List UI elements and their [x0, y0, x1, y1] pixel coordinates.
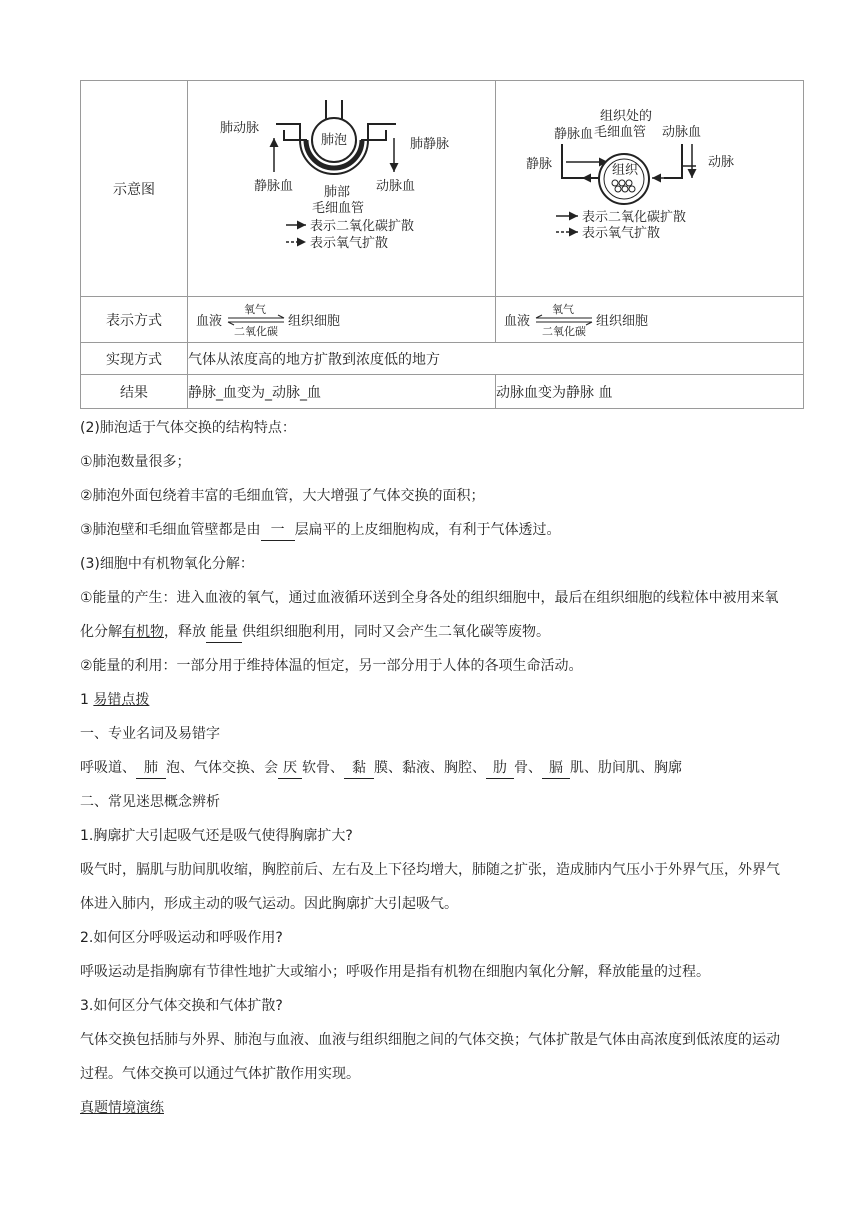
- subheading: 二、常见迷思概念辨析: [80, 794, 220, 810]
- tissue-diagram-cell: [496, 81, 804, 297]
- label-pulmonary-artery: 肺动脉: [220, 120, 260, 136]
- label-capillary-line2: 毛细血管: [312, 200, 365, 216]
- row-label-diagram: 示意图: [81, 81, 188, 297]
- paragraph: ①肺泡数量很多；: [80, 454, 191, 470]
- lung-diagram-cell: [188, 81, 496, 297]
- label-pulmonary-vein: 肺静脉: [410, 136, 450, 152]
- lung-equation: [188, 300, 388, 340]
- equation-top: 氧气: [244, 302, 266, 316]
- tissue-equation-cell: [496, 297, 804, 343]
- equation-left: 血液: [196, 313, 223, 329]
- equation-right: 组织细胞: [288, 313, 341, 329]
- paragraph: (3)细胞中有机物氧化分解：: [80, 556, 254, 572]
- legend-co2: 表示二氧化碳扩散: [310, 218, 415, 234]
- paragraph: 气体交换包括肺与外界、肺泡与血液、血液与组织细胞之间的气体交换；气体扩散是气体由高浓度到低浓度的运动: [80, 1032, 780, 1048]
- paragraph: ③肺泡壁和毛细血管壁都是由 一 层扁平的上皮细胞构成，有利于气体透过。: [80, 520, 804, 541]
- label-tissue-capillary-line2: 毛细血管: [594, 124, 647, 140]
- paragraph: (2)肺泡适于气体交换的结构特点：: [80, 420, 296, 436]
- legend-o2: 表示氧气扩散: [310, 235, 389, 251]
- table-row: [81, 81, 804, 297]
- blank-answer: 厌: [278, 758, 302, 779]
- subheading: 一、专业名词及易错字: [80, 726, 220, 742]
- paragraph: ①能量的产生：进入血液的氧气，通过血液循环送到全身各处的组织细胞中，最后在组织细胞的线粒体中被用来氧: [80, 590, 779, 606]
- result-right: 动脉血变为静脉 血: [496, 375, 804, 409]
- tissue-circle: [599, 154, 649, 204]
- label-capillary-line1: 肺部: [324, 184, 351, 200]
- blank-answer: 黏: [344, 758, 374, 779]
- blank-answer: 膈: [542, 758, 570, 779]
- table-row: [81, 375, 804, 409]
- label-tissue-arterial-blood: 动脉血: [662, 124, 702, 140]
- blank-answer: 肺: [136, 758, 166, 779]
- section-heading: 真题情境演练: [80, 1100, 164, 1116]
- table-row: [81, 343, 804, 375]
- paragraph: 化分解有机物，释放 能量 供组织细胞利用，同时又会产生二氧化碳等废物。: [80, 622, 804, 643]
- tissue-gas-exchange-diagram: [496, 82, 824, 296]
- question: 3.如何区分气体交换和气体扩散?: [80, 998, 283, 1014]
- result-left: 静脉_血变为_动脉_血: [188, 375, 496, 409]
- label-artery: 动脉: [708, 154, 735, 170]
- table-row: [81, 297, 804, 343]
- label-arterial-blood: 动脉血: [376, 178, 416, 194]
- legend-tissue-co2: 表示二氧化碳扩散: [582, 209, 687, 225]
- label-tissue-capillary-line1: 组织处的: [600, 108, 653, 124]
- paragraph: 呼吸运动是指胸廓有节律性地扩大或缩小；呼吸作用是指有机物在细胞内氧化分解，释放能量的过程。: [80, 964, 710, 980]
- label-tissue: 组织: [612, 162, 639, 178]
- label-alveolus: 肺泡: [321, 132, 348, 148]
- question: 2.如何区分呼吸运动和呼吸作用?: [80, 930, 283, 946]
- paragraph: 吸气时，膈肌与肋间肌收缩，胸腔前后、左右及上下径均增大，肺随之扩张，造成肺内气压小于外界气压，外界气: [80, 862, 780, 878]
- question: 1.胸廓扩大引起吸气还是吸气使得胸廓扩大?: [80, 828, 353, 844]
- gas-exchange-table: [80, 80, 804, 409]
- equation-left: 血液: [504, 313, 531, 329]
- blank-answer: 能量: [206, 622, 242, 643]
- label-venous-blood: 静脉血: [254, 178, 294, 194]
- tissue-equation: [496, 300, 696, 340]
- equation-bottom: 二氧化碳: [542, 324, 586, 338]
- blank-answer: 有机物: [122, 624, 164, 640]
- row-label-result: 结果: [81, 375, 188, 409]
- method-text: 气体从浓度高的地方扩散到浓度低的地方: [188, 343, 804, 375]
- row-label-method: 实现方式: [81, 343, 188, 375]
- blank-answer: 一: [261, 520, 295, 541]
- paragraph: ②肺泡外面包绕着丰富的毛细血管，大大增强了气体交换的面积；: [80, 488, 485, 504]
- equation-top: 氧气: [552, 302, 574, 316]
- paragraph: 呼吸道、 肺 泡、气体交换、会 厌 软骨、 黏 膜、黏液、胸腔、 肋 骨、 膈 肌、肋间肌、胸廓: [80, 758, 804, 779]
- equation-bottom: 二氧化碳: [234, 324, 278, 338]
- label-tissue-venous-blood: 静脉血: [554, 126, 594, 142]
- blank-answer: 肋: [486, 758, 514, 779]
- paragraph: 体进入肺内，形成主动的吸气运动。因此胸廓扩大引起吸气。: [80, 896, 458, 912]
- legend-tissue-o2: 表示氧气扩散: [582, 225, 661, 241]
- equation-right: 组织细胞: [596, 313, 649, 329]
- row-label-notation: 表示方式: [81, 297, 188, 343]
- paragraph: ②能量的利用：一部分用于维持体温的恒定，另一部分用于人体的各项生命活动。: [80, 658, 583, 674]
- paragraph: 过程。气体交换可以通过气体扩散作用实现。: [80, 1066, 360, 1082]
- lung-gas-exchange-diagram: [188, 82, 476, 296]
- label-vein: 静脉: [526, 156, 553, 172]
- section-heading: 1 易错点拨: [80, 692, 150, 708]
- lung-equation-cell: [188, 297, 496, 343]
